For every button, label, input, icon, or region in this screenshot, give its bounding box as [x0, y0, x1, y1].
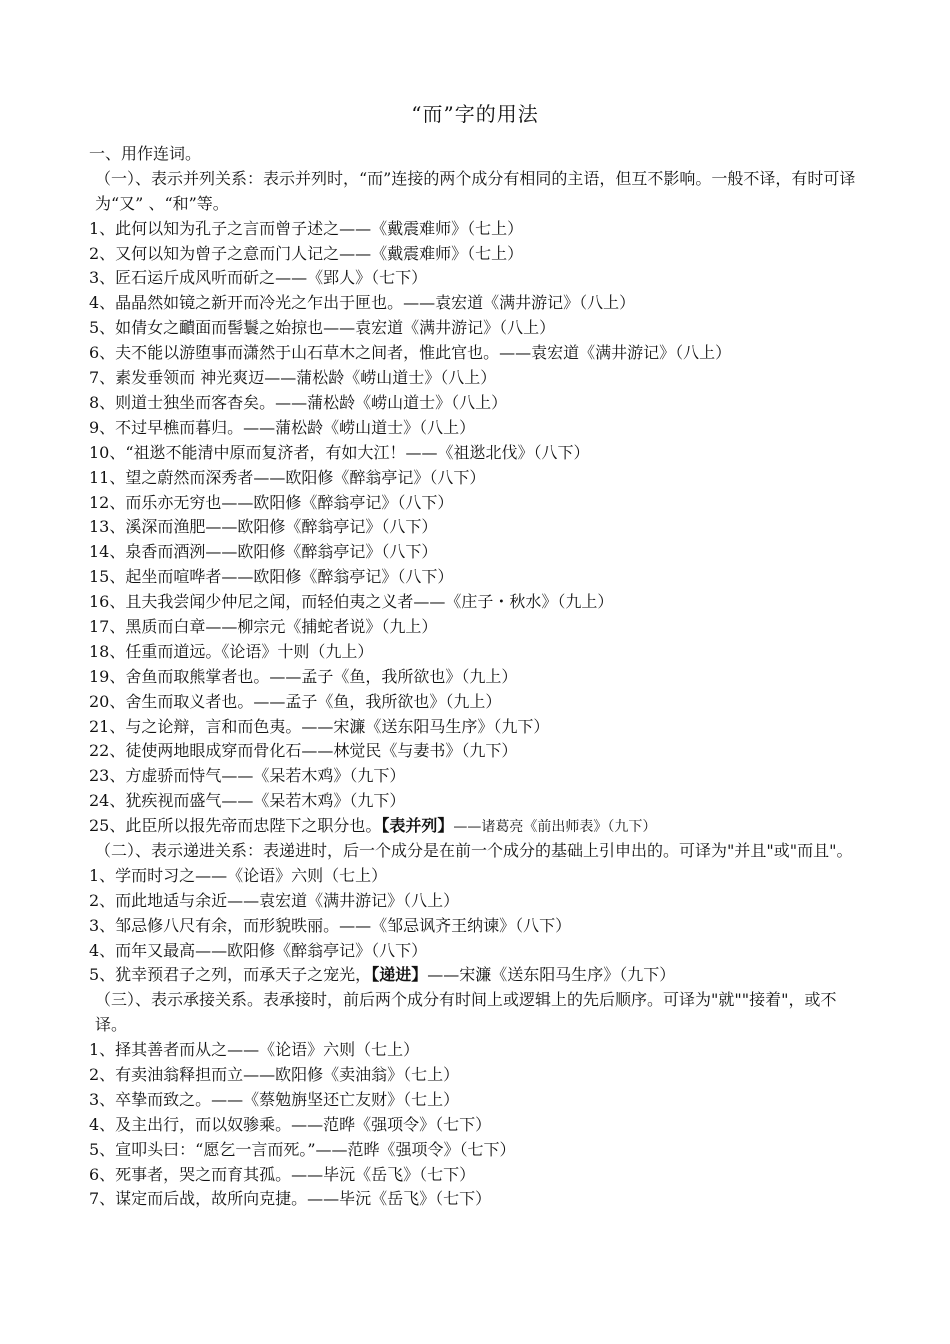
list-item: 9、不过早樵而暮归。——蒲松龄《崂山道士》（八上）: [89, 417, 476, 437]
list-item: 10、“祖逖不能清中原而复济者，有如大江！——《祖逖北伐》（八下）: [89, 442, 590, 462]
list-item: 3、邹忌修八尺有余，而形貌昳丽。——《邹忌讽齐王纳谏》（八下）: [89, 915, 572, 935]
list-item: 18、任重而道远。《论语》十则（九上）: [89, 641, 374, 661]
list-item: 1、学而时习之——《论语》六则（七上）: [89, 865, 388, 885]
item-text: 25、此臣所以报先帝而忠陛下之职分也。: [89, 816, 382, 836]
parallel-intro: （一）、表示并列关系：表示并列时，“而”连接的两个成分有相同的主语，但互不影响。一般不译，有时可译为“又” 、“和”等。: [95, 168, 856, 213]
list-item: 7、谋定而后战，故所向克捷。——毕沅《岳飞》（七下）: [89, 1189, 492, 1209]
list-item: 4、及主出行，而以奴骖乘。——范晔《强项令》（七下）: [89, 1114, 492, 1134]
list-item: 14、泉香而酒洌——欧阳修《醉翁亭记》（八下）: [89, 542, 438, 562]
list-item: 15、起坐而喧哗者——欧阳修《醉翁亭记》（八下）: [89, 567, 454, 587]
list-item: 5、如倩女之靧面而髻鬟之始掠也——袁宏道《满井游记》（八上）: [89, 318, 556, 338]
list-item: 16、且夫我尝闻少仲尼之闻，而轻伯夷之义者——《庄子・秋水》（九上）: [89, 592, 614, 612]
list-item: 2、而此地适与余近——袁宏道《满井游记》（八上）: [89, 890, 460, 910]
list-item: 13、溪深而渔肥——欧阳修《醉翁亭记》（八下）: [89, 517, 438, 537]
list-item: 17、黑质而白章——柳宗元《捕蛇者说》（九上）: [89, 616, 438, 636]
item-source: ——宋濂《送东阳马生序》（九下）: [427, 965, 676, 985]
list-item: 1、此何以知为孔子之言而曾子述之——《戴震难师》（七上）: [89, 218, 524, 238]
list-item: 24、犹疾视而盛气——《呆若木鸡》（九下）: [89, 791, 406, 811]
list-item: 22、徒使两地眼成穿而骨化石——林觉民《与妻书》（九下）: [89, 741, 518, 761]
list-item: 23、方虚骄而恃气——《呆若木鸡》（九下）: [89, 766, 406, 786]
list-item: 6、夫不能以游堕事而潇然于山石草木之间者，惟此官也。——袁宏道《满井游记》（八上）: [89, 343, 732, 363]
list-item: 1、择其善者而从之——《论语》六则（七上）: [89, 1040, 420, 1060]
list-item: 3、卒挚而致之。——《蔡勉旃坚还亡友财》（七上）: [89, 1089, 460, 1109]
list-item: 12、而乐亦无穷也——欧阳修《醉翁亭记》（八下）: [89, 492, 454, 512]
progressive-intro: （二）、表示递进关系：表递进时，后一个成分是在前一个成分的基础上引申出的。可译为"并且"或"而且"。: [95, 840, 853, 860]
section-heading: 一、用作连词。: [89, 144, 202, 163]
list-item: 19、舍鱼而取熊掌者也。——孟子《鱼，我所欲也》（九上）: [89, 666, 518, 686]
list-item: 4、而年又最高——欧阳修《醉翁亭记》（八下）: [89, 940, 428, 960]
list-item: 7、素发垂领而 神光爽迈——蒲松龄《崂山道士》（八上）: [89, 368, 497, 388]
list-item: 2、有卖油翁释担而立——欧阳修《卖油翁》（七上）: [89, 1065, 460, 1085]
list-item: 4、晶晶然如镜之新开而冷光之乍出于匣也。——袁宏道《满井游记》（八上）: [89, 293, 636, 313]
document-body: [89, 142, 867, 1212]
list-item-5: [89, 963, 867, 988]
list-item: 5、宣叩头曰：“愿乞一言而死。”——范晔《强项令》（七下）: [89, 1139, 516, 1159]
document-title: “而”字的用法: [411, 102, 539, 126]
list-item: 20、舍生而取义者也。——孟子《鱼，我所欲也》（九上）: [89, 691, 502, 711]
item-tag: 【表并列】: [381, 816, 454, 836]
parallel-list: [89, 217, 867, 839]
list-item: 21、与之论辩，言和而色夷。——宋濂《送东阳马生序》（九下）: [89, 716, 550, 736]
item-tag: 【递进】: [371, 965, 428, 985]
list-item-25: [89, 814, 867, 839]
progressive-list: [89, 864, 867, 988]
list-item: 3、匠石运斤成风听而斫之——《郢人》（七下）: [89, 268, 428, 288]
item-source: ——诸葛亮《前出师表》（九下）: [453, 819, 657, 836]
sequential-list: [89, 1038, 867, 1212]
list-item: 6、死事者，哭之而育其孤。——毕沅《岳飞》（七下）: [89, 1164, 476, 1184]
sequential-intro: （三）、表示承接关系。表承接时，前后两个成分有时间上或逻辑上的先后顺序。可译为"就""接着"，或不译。: [95, 990, 837, 1035]
list-item: 8、则道士独坐而客杳矣。——蒲松龄《崂山道士》（八上）: [89, 392, 508, 412]
list-item: 11、望之蔚然而深秀者——欧阳修《醉翁亭记》（八下）: [89, 467, 486, 487]
item-text: 5、犹幸预君子之列，而承天子之宠光，: [89, 965, 372, 985]
list-item: 2、又何以知为曾子之意而门人记之——《戴震难师》（七上）: [89, 243, 524, 263]
